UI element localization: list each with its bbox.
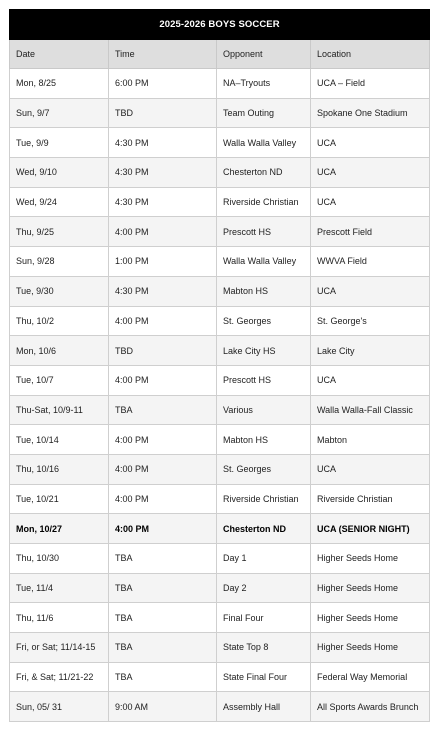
opponent-cell: Riverside Christian	[217, 484, 311, 514]
time-cell: TBA	[109, 544, 217, 574]
table-row	[10, 128, 430, 158]
table-row	[10, 662, 430, 692]
table-row	[10, 484, 430, 514]
table-row	[10, 336, 430, 366]
location-cell: Federal Way Memorial	[311, 662, 430, 692]
location-cell: Prescott Field	[311, 217, 430, 247]
table-row	[10, 454, 430, 484]
date-cell: Thu, 10/2	[10, 306, 109, 336]
date-cell: Tue, 10/21	[10, 484, 109, 514]
time-cell: 4:00 PM	[109, 425, 217, 455]
date-cell: Thu, 11/6	[10, 603, 109, 633]
location-cell: Lake City	[311, 336, 430, 366]
location-cell: UCA – Field	[311, 69, 430, 99]
table-row	[10, 395, 430, 425]
opponent-cell: State Top 8	[217, 633, 311, 663]
time-cell: 9:00 AM	[109, 692, 217, 722]
header-time: Time	[109, 40, 217, 69]
table-row	[10, 158, 430, 188]
table-row	[10, 306, 430, 336]
opponent-cell: Team Outing	[217, 98, 311, 128]
table-row	[10, 276, 430, 306]
opponent-cell: Mabton HS	[217, 276, 311, 306]
location-cell: Higher Seeds Home	[311, 544, 430, 574]
date-cell: Mon, 10/27	[10, 514, 109, 544]
opponent-cell: Prescott HS	[217, 217, 311, 247]
location-cell: Higher Seeds Home	[311, 633, 430, 663]
location-cell: WWVA Field	[311, 247, 430, 277]
date-cell: Tue, 11/4	[10, 573, 109, 603]
date-cell: Thu-Sat, 10/9-11	[10, 395, 109, 425]
location-cell: Mabton	[311, 425, 430, 455]
schedule-container	[9, 9, 429, 722]
location-cell: UCA	[311, 128, 430, 158]
time-cell: 4:30 PM	[109, 187, 217, 217]
opponent-cell: Final Four	[217, 603, 311, 633]
opponent-cell: Lake City HS	[217, 336, 311, 366]
time-cell: TBA	[109, 395, 217, 425]
date-cell: Mon, 8/25	[10, 69, 109, 99]
header-opponent: Opponent	[217, 40, 311, 69]
location-cell: Riverside Christian	[311, 484, 430, 514]
opponent-cell: Chesterton ND	[217, 514, 311, 544]
date-cell: Sun, 9/7	[10, 98, 109, 128]
schedule-table	[9, 9, 430, 722]
header-row	[10, 40, 430, 69]
schedule-body	[10, 69, 430, 722]
location-cell: UCA (SENIOR NIGHT)	[311, 514, 430, 544]
date-cell: Thu, 9/25	[10, 217, 109, 247]
table-row	[10, 692, 430, 722]
location-cell: UCA	[311, 158, 430, 188]
opponent-cell: Walla Walla Valley	[217, 128, 311, 158]
table-row	[10, 217, 430, 247]
time-cell: TBD	[109, 98, 217, 128]
location-cell: Walla Walla-Fall Classic	[311, 395, 430, 425]
opponent-cell: Mabton HS	[217, 425, 311, 455]
title-row	[10, 10, 430, 40]
opponent-cell: Various	[217, 395, 311, 425]
location-cell: Spokane One Stadium	[311, 98, 430, 128]
time-cell: TBA	[109, 573, 217, 603]
opponent-cell: State Final Four	[217, 662, 311, 692]
time-cell: 1:00 PM	[109, 247, 217, 277]
table-row	[10, 544, 430, 574]
location-cell: UCA	[311, 365, 430, 395]
date-cell: Wed, 9/24	[10, 187, 109, 217]
date-cell: Tue, 10/14	[10, 425, 109, 455]
time-cell: TBA	[109, 603, 217, 633]
date-cell: Mon, 10/6	[10, 336, 109, 366]
time-cell: 4:30 PM	[109, 128, 217, 158]
time-cell: 4:00 PM	[109, 365, 217, 395]
opponent-cell: Day 1	[217, 544, 311, 574]
date-cell: Sun, 05/ 31	[10, 692, 109, 722]
date-cell: Sun, 9/28	[10, 247, 109, 277]
time-cell: 4:30 PM	[109, 276, 217, 306]
location-cell: St. George's	[311, 306, 430, 336]
opponent-cell: Chesterton ND	[217, 158, 311, 188]
table-row	[10, 514, 430, 544]
location-cell: Higher Seeds Home	[311, 603, 430, 633]
date-cell: Tue, 9/9	[10, 128, 109, 158]
date-cell: Fri, or Sat; 11/14-15	[10, 633, 109, 663]
location-cell: UCA	[311, 276, 430, 306]
location-cell: All Sports Awards Brunch	[311, 692, 430, 722]
opponent-cell: Day 2	[217, 573, 311, 603]
time-cell: 4:00 PM	[109, 484, 217, 514]
time-cell: 6:00 PM	[109, 69, 217, 99]
opponent-cell: Prescott HS	[217, 365, 311, 395]
time-cell: TBD	[109, 336, 217, 366]
time-cell: TBA	[109, 662, 217, 692]
date-cell: Thu, 10/30	[10, 544, 109, 574]
table-row	[10, 633, 430, 663]
date-cell: Thu, 10/16	[10, 454, 109, 484]
table-row	[10, 365, 430, 395]
date-cell: Tue, 10/7	[10, 365, 109, 395]
schedule-title: 2025-2026 BOYS SOCCER	[10, 10, 430, 40]
opponent-cell: Assembly Hall	[217, 692, 311, 722]
date-cell: Tue, 9/30	[10, 276, 109, 306]
location-cell: UCA	[311, 454, 430, 484]
location-cell: Higher Seeds Home	[311, 573, 430, 603]
time-cell: 4:00 PM	[109, 454, 217, 484]
opponent-cell: Walla Walla Valley	[217, 247, 311, 277]
location-cell: UCA	[311, 187, 430, 217]
header-location: Location	[311, 40, 430, 69]
opponent-cell: NA–Tryouts	[217, 69, 311, 99]
time-cell: 4:00 PM	[109, 514, 217, 544]
table-row	[10, 98, 430, 128]
time-cell: 4:30 PM	[109, 158, 217, 188]
table-row	[10, 69, 430, 99]
table-row	[10, 603, 430, 633]
date-cell: Fri, & Sat; 11/21-22	[10, 662, 109, 692]
opponent-cell: St. Georges	[217, 306, 311, 336]
date-cell: Wed, 9/10	[10, 158, 109, 188]
opponent-cell: Riverside Christian	[217, 187, 311, 217]
time-cell: 4:00 PM	[109, 306, 217, 336]
header-date: Date	[10, 40, 109, 69]
table-row	[10, 247, 430, 277]
table-row	[10, 425, 430, 455]
table-row	[10, 573, 430, 603]
opponent-cell: St. Georges	[217, 454, 311, 484]
time-cell: TBA	[109, 633, 217, 663]
time-cell: 4:00 PM	[109, 217, 217, 247]
table-row	[10, 187, 430, 217]
